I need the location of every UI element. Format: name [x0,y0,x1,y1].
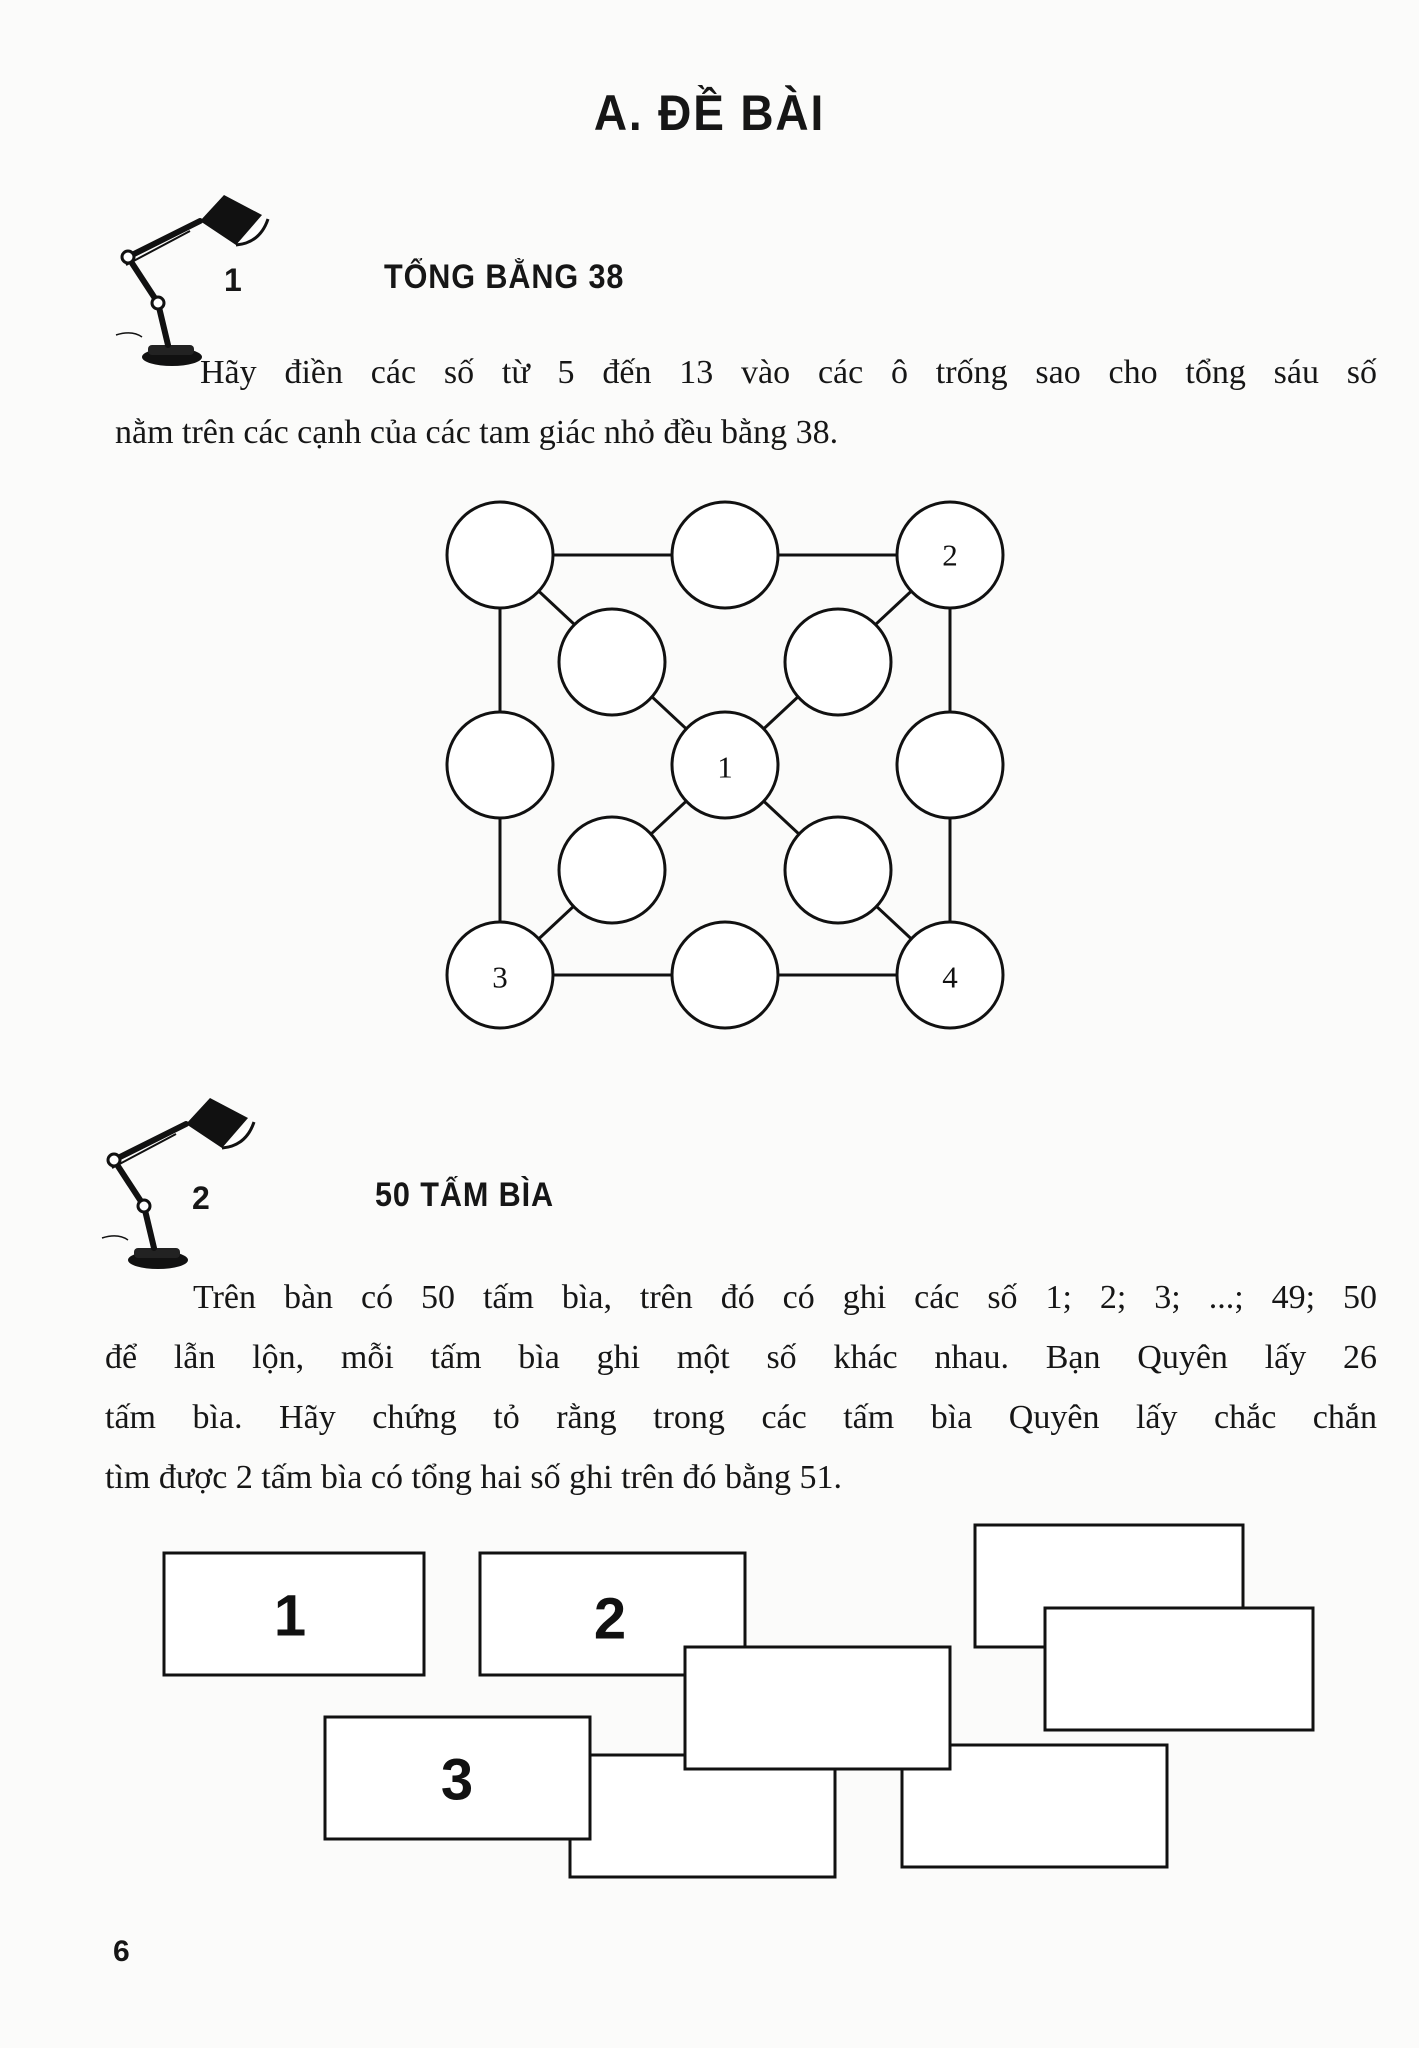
statement-line: nằm trên các cạnh của các tam giác nhỏ đều bằng 38. [115,414,839,451]
empty-node [447,502,553,608]
node-value: 3 [492,959,508,995]
problem-number: 1 [224,262,242,298]
card-label: 3 [440,1747,474,1813]
problem-statement [105,1268,1377,1508]
empty-node [672,502,778,608]
statement-line: Hãy điền các số từ 5 đến 13 vào các ô trống sao cho tổng sáu số [200,354,1377,391]
statement-line: để lẫn lộn, mỗi tấm bìa ghi một số khác nhau. Bạn Quyên lấy 26 [105,1339,1377,1376]
blank-card [570,1755,835,1877]
statement-line: tấm bìa. Hãy chứng tỏ rằng trong các tấm bìa Quyên lấy chắc chắn [105,1399,1377,1436]
number-cards-illustration [150,1515,1330,1895]
card-label: 2 [593,1586,627,1652]
problem-title: TỔNG BẰNG 38 [384,258,625,296]
empty-node [559,609,665,715]
blank-card [685,1647,950,1769]
empty-node [672,922,778,1028]
statement-line: tìm được 2 tấm bìa có tổng hai số ghi trên đó bằng 51. [105,1459,843,1496]
node-value: 1 [717,749,733,785]
card-label: 1 [273,1583,307,1649]
node-value: 4 [942,959,958,995]
statement-line: Trên bàn có 50 tấm bìa, trên đó có ghi các số 1; 2; 3; ...; 49; 50 [193,1279,1377,1316]
problem-number: 2 [192,1180,210,1216]
blank-card [1045,1608,1313,1730]
empty-node [897,712,1003,818]
empty-node [785,817,891,923]
empty-node [785,609,891,715]
page-number: 6 [113,1935,130,1968]
problem-title: 50 TẤM BÌA [375,1176,555,1214]
empty-node [447,712,553,818]
node-value: 2 [942,537,958,573]
empty-node [559,817,665,923]
problem-statement [115,343,1377,463]
number-grid-diagram [420,495,1040,1055]
page-title: A. ĐỀ BÀI [593,85,826,141]
desk-lamp-icon [98,1088,268,1273]
